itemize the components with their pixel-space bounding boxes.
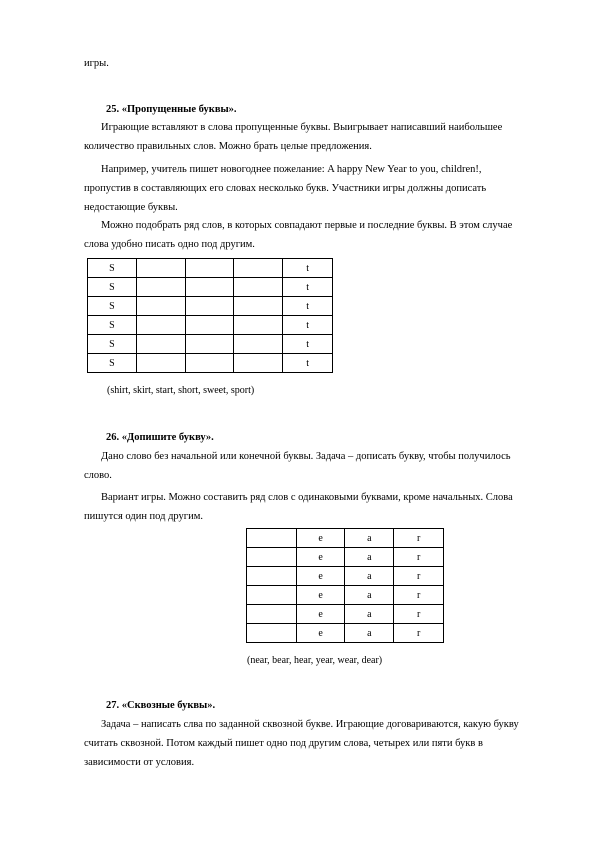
table25-cell: [234, 259, 283, 278]
table25-cell: t: [283, 335, 333, 354]
table25-cell: S: [88, 259, 137, 278]
table25-cell: [234, 316, 283, 335]
table26-cell: r: [394, 586, 444, 605]
table26-cell: a: [345, 605, 394, 624]
table25-cell: t: [283, 297, 333, 316]
table26-cell: a: [345, 567, 394, 586]
table26-cell: [247, 624, 297, 643]
table25-row: [88, 335, 333, 354]
table26-row: [247, 529, 444, 548]
table25-cell: [185, 354, 234, 373]
table25-cell: [185, 278, 234, 297]
table25-cell: S: [88, 335, 137, 354]
table26-cell: e: [296, 605, 345, 624]
table26-cell: [247, 605, 297, 624]
section-27-title: 27. «Сквозные буквы».: [106, 700, 216, 711]
table25-cell: [136, 354, 185, 373]
table25-cell: [234, 278, 283, 297]
section-26-title: 26. «Допишите букву».: [106, 432, 214, 443]
table26-row: [247, 624, 444, 643]
table26-cell: a: [345, 586, 394, 605]
section-25-title: 25. «Пропущенные буквы».: [106, 104, 237, 115]
table26-row: [247, 605, 444, 624]
table25-row: [88, 259, 333, 278]
table25-row: [88, 316, 333, 335]
table26-cell: [247, 567, 297, 586]
table25-cell: [185, 297, 234, 316]
section-26-paragraph-1: Дано слово без начальной или конечной буквы. Задача – дописать букву, чтобы получилось слово.: [84, 451, 511, 481]
table26-cell: e: [296, 624, 345, 643]
table26-cell: r: [394, 548, 444, 567]
table25-cell: [136, 335, 185, 354]
section-25-paragraph-3: Можно подобрать ряд слов, в которых совпадают первые и последние буквы. В этом случае слова удобно писать одно под другим.: [84, 220, 513, 250]
table25-cell: [136, 316, 185, 335]
table25-cell: t: [283, 259, 333, 278]
table26-cell: a: [345, 548, 394, 567]
table25-cell: S: [88, 316, 137, 335]
top-fragment-text: игры.: [84, 58, 109, 69]
table25-cell: [136, 278, 185, 297]
table25-cell: [185, 335, 234, 354]
table26-cell: e: [296, 567, 345, 586]
table26-cell: a: [345, 624, 394, 643]
table25-cell: S: [88, 278, 137, 297]
table26-cell: e: [296, 548, 345, 567]
section-27-paragraph-1: Задача – написать слва по заданной сквозной букве. Играющие договариваются, какую букву считать сквозной. Потом каждый пишет одно под другим слова, четырех или пяти букв в зависимости от условия.: [84, 719, 519, 768]
table26-cell: e: [296, 586, 345, 605]
table25-cell: [234, 354, 283, 373]
section-26-paragraph-2: Вариант игры. Можно составить ряд слов с одинаковыми буквами, кроме начальных. Слова пишутся один под другим.: [84, 492, 513, 522]
table25-cell: t: [283, 278, 333, 297]
section-25-paragraph-1: Играющие вставляют в слова пропущенные буквы. Выигрывает написавший наибольшее количество правильных слов. Можно брать целые предложения.: [84, 122, 503, 152]
table25-cell: [234, 335, 283, 354]
table26-cell: r: [394, 567, 444, 586]
table26-cell: [247, 586, 297, 605]
table25-cell: S: [88, 297, 137, 316]
table25-cell: t: [283, 316, 333, 335]
section-25-caption: (shirt, skirt, start, short, sweet, sport): [107, 385, 255, 396]
section-25-word-table: [87, 258, 333, 373]
section-26-caption: (near, bear, hear, year, wear, dear): [247, 655, 383, 666]
table25-cell: [185, 259, 234, 278]
table26-row: [247, 586, 444, 605]
section-25-paragraph-2: Например, учитель пишет новогоднее пожелание: A happy New Year to you, children!, пропустив в составляющих его словах несколько букв. Участники игры должны дописать недостающие буквы.: [84, 164, 487, 213]
table25-row: [88, 354, 333, 373]
table26-cell: [247, 548, 297, 567]
table25-cell: [136, 259, 185, 278]
table25-cell: [185, 316, 234, 335]
table26-cell: r: [394, 605, 444, 624]
table26-row: [247, 567, 444, 586]
table25-row: [88, 278, 333, 297]
table25-cell: [234, 297, 283, 316]
table26-cell: [247, 529, 297, 548]
table26-cell: r: [394, 529, 444, 548]
table25-row: [88, 297, 333, 316]
table26-cell: e: [296, 529, 345, 548]
table25-cell: [136, 297, 185, 316]
table26-cell: a: [345, 529, 394, 548]
table25-cell: S: [88, 354, 137, 373]
table26-row: [247, 548, 444, 567]
section-26-word-table: [246, 528, 444, 643]
table25-cell: t: [283, 354, 333, 373]
table26-cell: r: [394, 624, 444, 643]
